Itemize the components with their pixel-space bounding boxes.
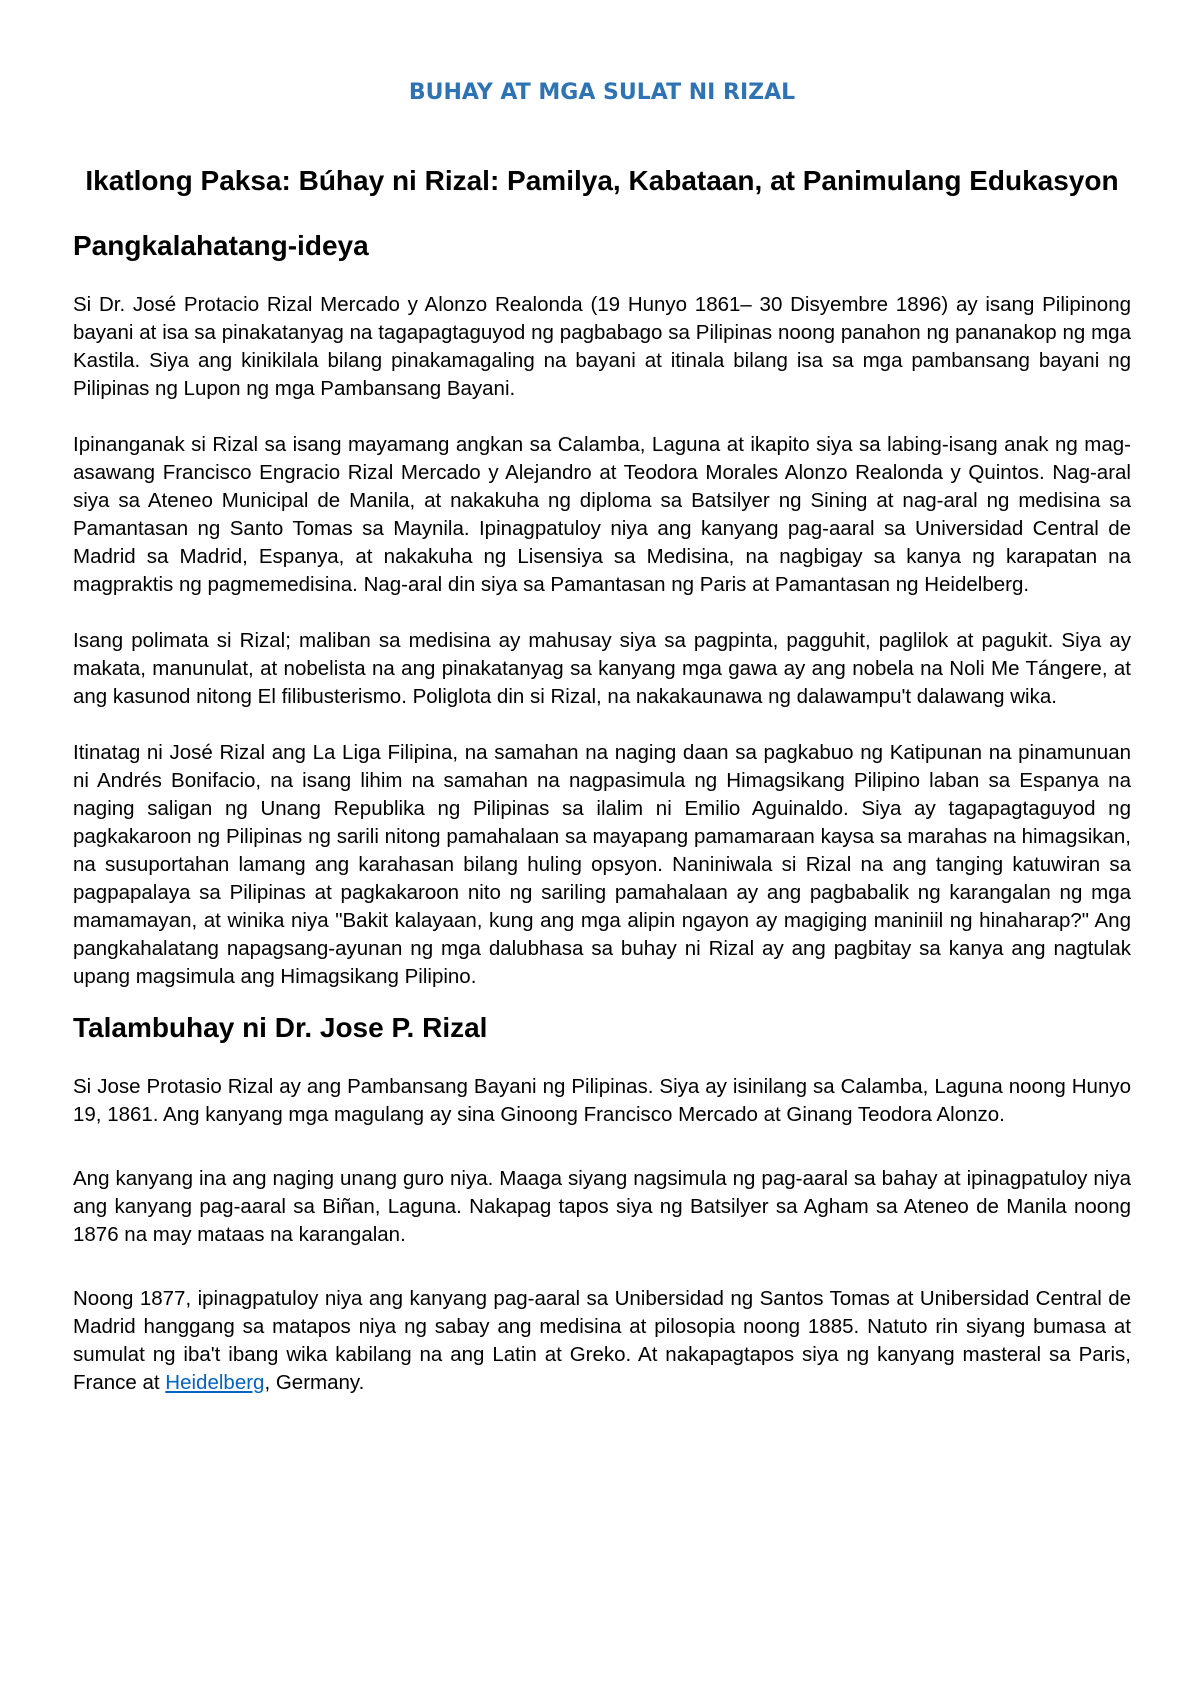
paragraph: Si Jose Protasio Rizal ay ang Pambansang Bayani ng Pilipinas. Siya ay isinilang sa Calamba, Laguna noong Hunyo 19, 1861. Ang kanyang mga magulang ay sina Ginoong Francisco Mercado at Ginang Teodora Alonzo. <box>73 1075 1131 1126</box>
paragraph: Itinatag ni José Rizal ang La Liga Filipina, na samahan na naging daan sa pagkabuo ng Katipunan na pinamunuan ni Andrés Bonifacio, na isang lihim na samahan na nagpasimula ng Himagsikang Pilipino laban sa Espanya na naging saligan ng Unang Republika ng Pilipinas sa ilalim ni Emilio Aguinaldo. Siya ay tagapagtaguyod ng pagkakaroon ng Pilipinas ng sarili nitong pamahalaan sa mayapang pamamaraan kaysa sa marahas na himagsikan, na susuportahan lamang ang karahasan bilang huling opsyon. Naniniwala si Rizal na ang tanging katuwiran sa pagpapalaya sa Pilipinas at pagkakaroon nito ng sariling pamahalaan ay ang pagbabalik ng karangalan ng mga mamamayan, at winika niya "Bakit kalayaan, kung ang mga alipin ngayon ay magiging maniniil ng hinaharap?" Ang pangkahalatang napagsang-ayunan ng mga dalubhasa sa buhay ni Rizal ay ang pagbitay sa kanya ang nagtulak upang magsimula ang Himagsikang Pilipino. <box>73 741 1131 988</box>
paragraph-text: , Germany. <box>264 1371 365 1394</box>
paragraph: Ang kanyang ina ang naging unang guro niya. Maaga siyang nagsimula ng pag-aaral sa bahay at ipinagpatuloy niya ang kanyang pag-aaral sa Biñan, Laguna. Nakapag tapos siya ng Batsilyer sa Agham sa Ateneo de Manila noong 1876 na may mataas na karangalan. <box>73 1167 1131 1246</box>
paragraph: Si Dr. José Protacio Rizal Mercado y Alonzo Realonda (19 Hunyo 1861– 30 Disyembre 1896) ay isang Pilipinong bayani at isa sa pinakatanyag na tagapagtaguyod ng pagbabago sa Pilipinas noong panahon ng pananakop ng mga Kastila. Siya ang kinikilala bilang pinakamagaling na bayani at itinala bilang isa sa mga pambansang bayani ng Pilipinas ng Lupon ng mga Pambansang Bayani. <box>73 293 1131 400</box>
section-heading-overview: Pangkalahatang-ideya <box>73 230 369 261</box>
section-heading-biography: Talambuhay ni Dr. Jose P. Rizal <box>73 1012 488 1043</box>
heidelberg-link[interactable]: Heidelberg <box>165 1371 265 1394</box>
document-header: BUHAY AT MGA SULAT NI RIZAL <box>408 80 796 105</box>
paragraph: Ipinanganak si Rizal sa isang mayamang angkan sa Calamba, Laguna at ikapito siya sa labing-isang anak ng mag-asawang Francisco Engracio Rizal Mercado y Alejandro at Teodora Morales Alonzo Realonda y Quintos. Nag-aral siya sa Ateneo Municipal de Manila, at nakakuha ng diploma sa Batsilyer ng Sining at nag-aral ng medisina sa Pamantasan ng Santo Tomas sa Maynila. Ipinagpatuloy niya ang kanyang pag-aaral sa Universidad Central de Madrid sa Madrid, Espanya, at nakakuha ng Lisensiya sa Medisina, na nagbigay sa kanya ng karapatan na magpraktis ng pagmemedisina. Nag-aral din siya sa Pamantasan ng Paris at Pamantasan ng Heidelberg. <box>73 433 1131 596</box>
paragraph: Isang polimata si Rizal; maliban sa medisina ay mahusay siya sa pagpinta, pagguhit, paglilok at pagukit. Siya ay makata, manunulat, at nobelista na ang pinakatanyag sa kanyang mga gawa ay ang nobela na Noli Me Tángere, at ang kasunod nitong El filibusterismo. Poliglota din si Rizal, na nakakaunawa ng dalawampu't dalawang wika. <box>73 629 1131 708</box>
topic-title: Ikatlong Paksa: Búhay ni Rizal: Pamilya, Kabataan, at Panimulang Edukasyon <box>85 165 1119 196</box>
paragraph <box>73 1285 1131 1397</box>
paragraph-text: Noong 1877, ipinagpatuloy niya ang kanyang pag-aaral sa Unibersidad ng Santos Tomas at Unibersidad Central de Madrid hanggang sa matapos niya ng sabay ang medisina at pilosopia noong 1885. Natuto rin siyang bumasa at sumulat ng iba't ibang wika kabilang na ang Latin at Greko. At nakapagtapos siya ng kanyang masteral sa Paris, France at <box>73 1287 1131 1394</box>
